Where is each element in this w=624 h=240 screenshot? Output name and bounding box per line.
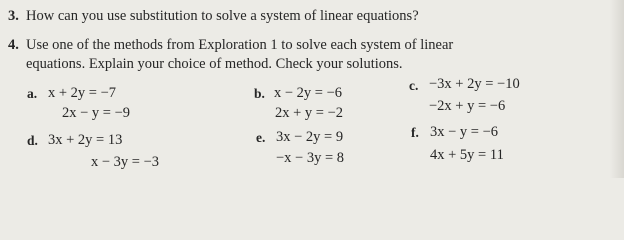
system-a-equation-2: 2x − y = −9 bbox=[62, 105, 131, 121]
system-b-label: b. bbox=[254, 86, 265, 101]
system-d-equation-1: 3x + 2y = 13 bbox=[48, 132, 123, 148]
system-c-equation-1: −3x + 2y = −10 bbox=[429, 76, 520, 92]
system-f-equation-2: 4x + 5y = 11 bbox=[430, 147, 504, 163]
question-4-line-1: Use one of the methods from Exploration 1 to solve each system of linear bbox=[26, 37, 454, 53]
system-c-equation-2: −2x + y = −6 bbox=[429, 98, 506, 114]
system-e-label: e. bbox=[256, 130, 266, 145]
question-3-text: How can you use substitution to solve a system of linear equations? bbox=[26, 8, 419, 24]
system-c-label: c. bbox=[409, 78, 419, 93]
question-4-number: 4. bbox=[8, 37, 19, 53]
system-f-label: f. bbox=[411, 125, 419, 140]
system-a-equation-1: x + 2y = −7 bbox=[48, 85, 117, 101]
system-d-label: d. bbox=[27, 133, 38, 148]
system-d-equation-2: x − 3y = −3 bbox=[91, 154, 160, 170]
system-b-equation-1: x − 2y = −6 bbox=[274, 85, 343, 101]
question-4-line-2: equations. Explain your choice of method. Check your solutions. bbox=[26, 56, 403, 72]
question-3-number: 3. bbox=[8, 8, 19, 24]
system-f-equation-1: 3x − y = −6 bbox=[430, 124, 499, 140]
system-a-label: a. bbox=[27, 86, 38, 101]
system-e-equation-2: −x − 3y = 8 bbox=[276, 150, 345, 166]
system-e-equation-1: 3x − 2y = 9 bbox=[276, 129, 344, 145]
system-b-equation-2: 2x + y = −2 bbox=[275, 105, 344, 121]
page-shadow-edge bbox=[610, 0, 624, 178]
